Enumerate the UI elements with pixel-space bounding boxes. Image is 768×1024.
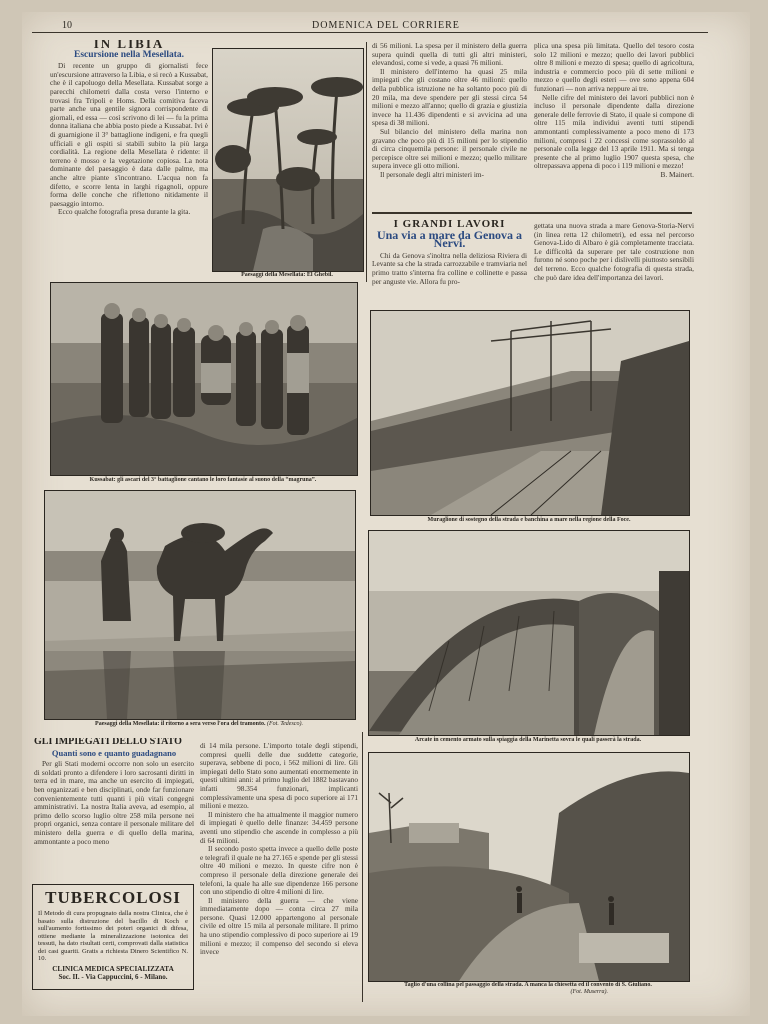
- caption-camel: [44, 721, 354, 728]
- lavori-col1: Chi da Genova s'inoltra nella deliziosa Riviera di Levante sa che la strada carrozzabile e tramviaria nel primo tratto s'interna fra colline e collinette e passa per anguste vie. Allora fu pro-: [372, 250, 527, 286]
- ad-title: TUBERCOLOSI: [45, 888, 181, 907]
- page-header: [32, 18, 708, 33]
- ministry-col1-c: Sul bilancio del ministero della marina non gravano che poco più di 15 milioni per lo stipendio di circa cinquemila persone: il personale civile ne percepisce oltre sei milioni e mezzo; quello militare supera invece gli otto milioni.: [372, 126, 527, 171]
- ad-text: Il Metodo di cura propugnato dalla nostra Clinica, che è basato sulla distruzione del bacillo di Koch e sull'aumento fortissimo dei poteri organici di difesa, ottiene mediante la mineralizzazione isotonica dei tessuti, ha dato risultati certi, comprovati dalla statistica dei casi guariti. Gratis a richiesta Dinero Scientifico N. 10.: [38, 910, 188, 962]
- ministry-column-1: [372, 42, 527, 214]
- lavori-title: Una via a mare da Genova a Nervi.: [376, 227, 523, 251]
- impiegati-col1: Per gli Stati moderni occorre non solo un esercito di soldati pronto a difendere i loro sacrosanti diritti in terra ed in mare, ma anche un esercito di impiegati, ben organizzati e ben disciplinati, onde far funzionare convenientemente tutti quanti i più vitali congegni amministrativi. La nostra Italia aveva, ad esempio, al primo dello scorso luglio oltre 258 mila persone nei propri organici, senza contare il personale militare del ministero della guerra e di quello della marina, ammontante a poco meno: [34, 759, 194, 846]
- soldiers-illustration: [51, 283, 357, 475]
- ministry-column-2: [534, 42, 694, 204]
- photo-palms: [212, 48, 364, 272]
- photo-wall: [370, 310, 690, 516]
- column-divider-bottom: [362, 732, 363, 1002]
- column-divider: [366, 42, 367, 282]
- ad-clinic: CLINICA MEDICA SPECIALIZZATA: [52, 964, 174, 973]
- wall-illustration: [371, 311, 689, 515]
- caption-hill-credit: (Fot. Muserra).: [570, 989, 608, 995]
- lavori-column-2: [534, 222, 694, 312]
- photo-hill: [368, 752, 690, 982]
- camel-illustration: [45, 491, 355, 719]
- libia-article: [50, 40, 208, 275]
- caption-palms: Paesaggi della Mesellata: El Ghebil.: [241, 272, 333, 278]
- newspaper-title: DOMENICA DEL CORRIERE: [312, 20, 460, 31]
- caption-soldiers: Kussabat: gli ascari del 3° battaglione cantano le loro fantasie al suono della “magruna”.: [89, 477, 317, 483]
- page-number: 10: [62, 20, 72, 31]
- impiegati-col2-b: Il ministero che ha attualmente il maggior numero di impiegati è quello delle finanze: 34.459 persone aventi uno stipendio che ascende in complesso a più di 64 milioni.: [200, 809, 358, 845]
- impiegati-article: [34, 738, 194, 882]
- tubercolosi-ad: [32, 884, 194, 990]
- ministry-col2-b: Nelle cifre del ministero dei lavori pubblici non è incluso il personale dipendente dalla direzione generale delle ferrovie di Stato, il quale si compone di oltre 115 mila individui aventi tutti stipendi ammontanti complessivamente a poco meno di 173 milioni, compresi i 22 concessi come soprassoldo al personale colla legge del 13 aprile 1911. Ma si tenga presente che al primo luglio 1907 questa spesa, che oltrepassava appena di poco i 119 milioni e mezzo!: [534, 92, 694, 171]
- hill-illustration: [369, 753, 689, 981]
- lavori-col2: gettata una nuova strada a mare Genova-Storia-Nervi (in linea retta 12 chilometri), ed essa nel percorso Genova-Lido di Albaro è già completamente tracciata. Le difficoltà da superare per tale costruzione non furono né sono poche per i dislivelli piuttosto sensibili del terreno. Ecco qualche fotografia di questa strada, che può dare idea dell'importanza dei lavori.: [534, 222, 694, 282]
- section-divider: [372, 212, 692, 214]
- photo-arches: [368, 530, 690, 736]
- caption-hill: [368, 982, 688, 996]
- impiegati-col2-a: di 14 mila persone. L'importo totale degli stipendi, compresi quelli delle due suddette categorie, superava, sebbene di poco, i 562 milioni di lire. Gli impiegati dello Stato sono aumentati enormemente in questi ultimi anni: al primo luglio del 1882 bastavano infatti 98.354 funzionari, implicanti complessivamente una spesa di poco superiore ai 171 milioni e mezzo.: [200, 742, 358, 811]
- libia-title: IN LIBIA: [93, 40, 165, 51]
- impiegati-column-2: [200, 742, 358, 996]
- ad-address: Soc. II. - Via Cappuccini, 6 - Milano.: [58, 972, 168, 981]
- libia-body: Di recente un gruppo di giornalisti fece un'escursione attraverso la Libia, e si recò a Kussabat, che è il capoluogo della Mesellata. Kussabat sorge a parecchi chilometri dalla costa verso l'interno e trovasi fra Tripoli e Homs. Della comitiva faceva parte anche una gentile signora corrispondente di giornali, ed essa — così scrivono di lei — fu la prima donna italiana che abbia posto piede a Kussabat. Ivi è di guarnigione il 3° battaglione indigeni, e fra quegli ufficiali e gli ospiti si stabilì subito la più larga cordialità. La regione della Mesellata è ridente: il terreno è mosso e la vegetazione copiosa. La nota dominante del paesaggio è data dalle palme, ma anche altre piante s'incontrano. L'acqua non fa difetto, e scorre lenta in larghi rigagnoli, oppure forma delle conche che riflettono nitidamente il paesaggio intorno.: [50, 61, 208, 208]
- impiegati-title: GLI IMPIEGATI DELLO STATO: [34, 738, 182, 747]
- photo-soldiers: [50, 282, 358, 476]
- ministry-col1-b: Il ministero dell'interno ha quasi 25 mila impiegati che gli costano oltre 46 milioni: quello della pubblica istruzione ne ha soltanto poco più di 20 mila, ma deve spendere per gli stessi circa 54 milioni e mezzo all'anno; quello di grazia e giustizia invece ha 11.436 dipendenti e si avvicina ad una spesa di 38 milioni.: [372, 66, 527, 128]
- caption-camel-text: Paesaggi della Mesellata: il ritorno a sera verso l'ora del tramonto.: [95, 721, 266, 727]
- ministry-col1-d: Il personale degli altri ministeri im-: [380, 169, 484, 179]
- photo-camel: [44, 490, 356, 720]
- impiegati-col2-c: Il secondo posto spetta invece a quello delle poste e telegrafi il quale ne ha 27.165 e spende per gli stessi oltre 40 milioni e mezzo. In queste cifre non è compreso il personale della direzione generale dei telefoni, la quale ha alle sue dipendenze 166 persone con uno stipendio di oltre 4 milioni di lire.: [200, 844, 358, 897]
- impiegati-col2-d: Il ministero della guerra — che viene immediatamente dopo — conta circa 27 mila persone. Quasi 12.000 appartengono al personale civile ed oltre 15 mila al personale militare. Il primo ha uno stipendio complessivo di poco superiore ai 19 milioni e mezzo; il compenso del secondo si eleva invece: [200, 895, 358, 957]
- libia-subtitle: Escursione nella Mesellata.: [73, 49, 185, 60]
- newspaper-page: [22, 12, 750, 1016]
- caption-camel-credit: (Fot. Tedesco).: [267, 721, 303, 727]
- arches-illustration: [369, 531, 689, 735]
- caption-arches: Arcate in cemento armato sulla spiaggia della Marinetta sovra le quali passerà la strada.: [414, 737, 642, 743]
- ministry-col1-a: di 56 milioni. La spesa per il ministero della guerra supera quindi quella di tutti gli altri ministeri, elevandosi, come si vede, a quasi 76 milioni.: [372, 42, 527, 68]
- caption-wall: Muraglione di sostegno della strada e banchina a mare nella regione della Foce.: [427, 517, 631, 523]
- lavori-article: [372, 220, 527, 312]
- palms-illustration: [213, 49, 363, 271]
- ministry-col2-a: plica una spesa più limitata. Quello del tesoro costa solo 12 milioni e mezzo; quello dei lavori pubblici oltre 8 milioni e mezzo di spesa; quello di agricoltura, industria e commercio poco più di sette milioni e mezzo e quello degli esteri — ove sono appena 604 funzionari — non arriva neppure ai tre.: [534, 42, 694, 93]
- ministry-signature: B. Mainert.: [660, 169, 694, 179]
- caption-hill-text: Taglio d'una collina pel passaggio della strada. A manca la chiesetta ed il convento di S. Giuliano.: [404, 982, 652, 988]
- lavori-section: I GRANDI LAVORI: [393, 220, 506, 230]
- libia-body-2: Ecco qualche fotografia presa durante la gita.: [58, 207, 191, 217]
- impiegati-subtitle: Quanti sono e quanto guadagnano: [51, 747, 177, 758]
